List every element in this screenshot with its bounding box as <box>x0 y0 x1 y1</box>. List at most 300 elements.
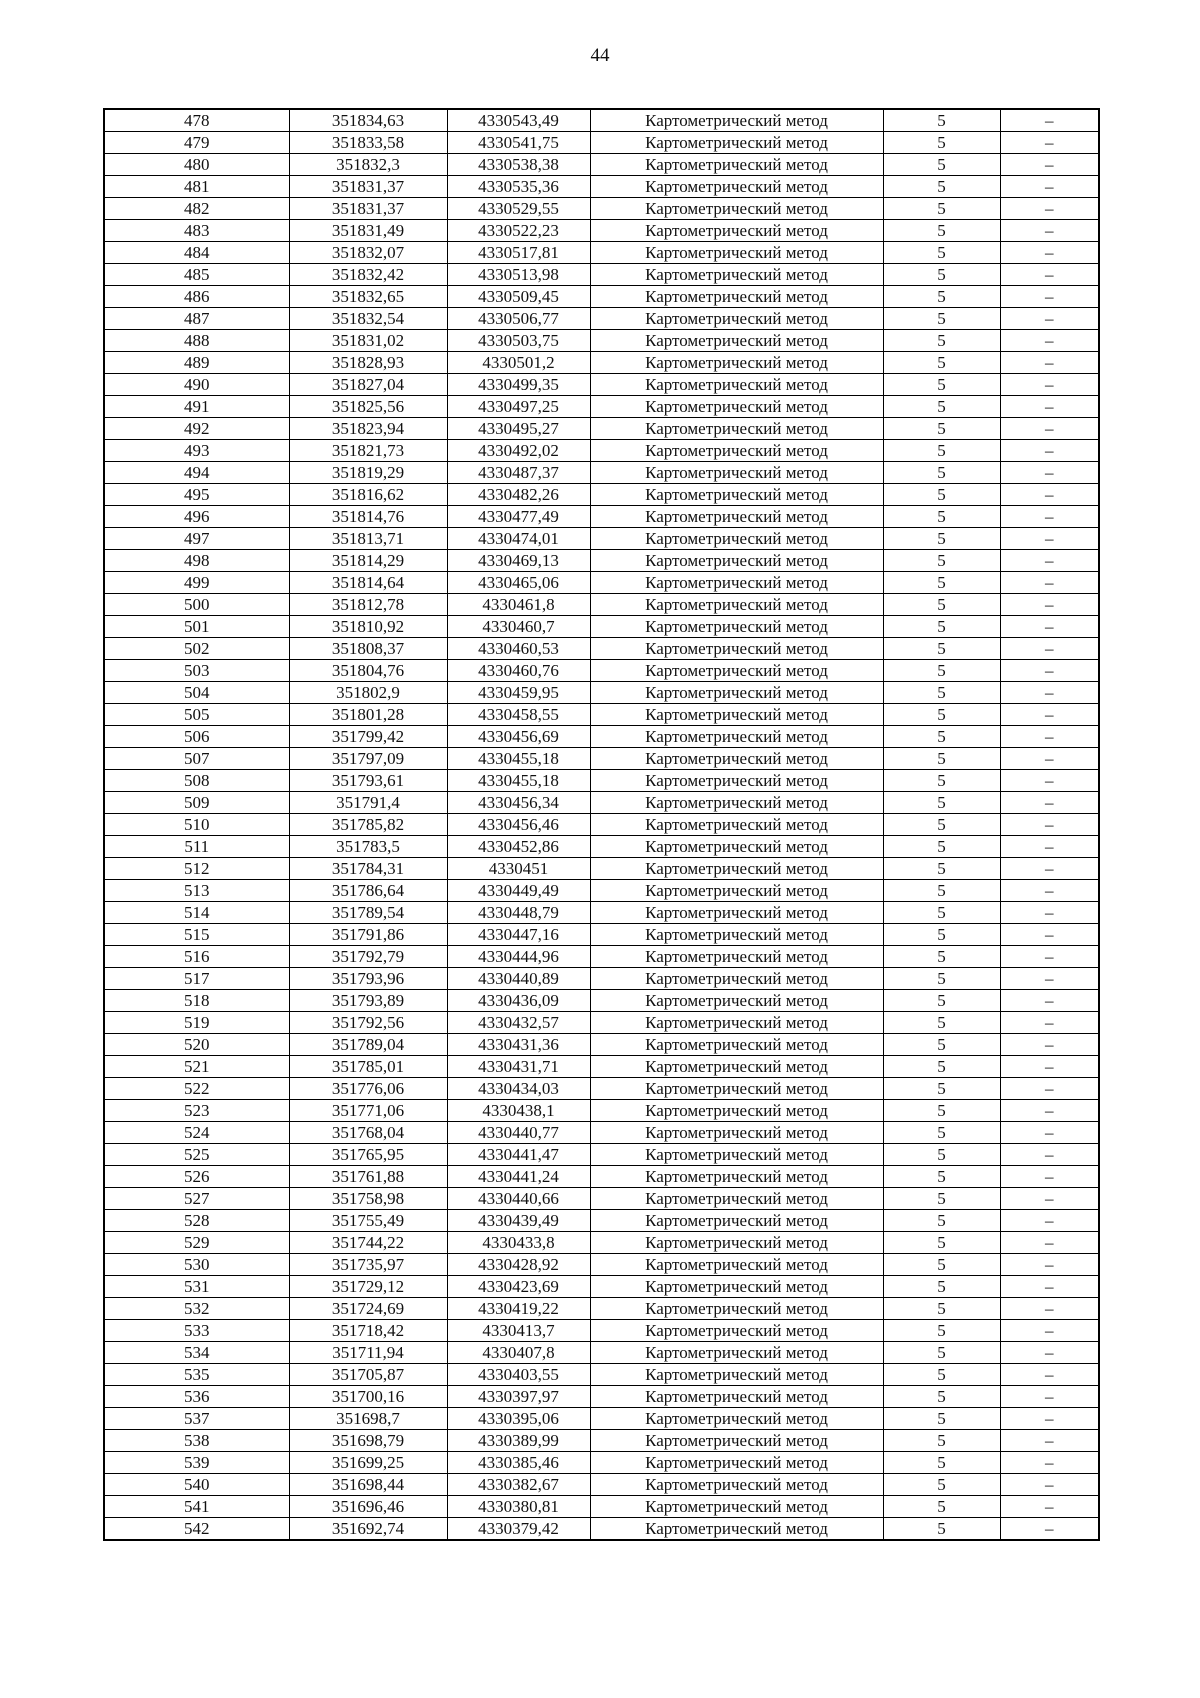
point-number-cell: 539 <box>104 1452 289 1474</box>
table-row <box>104 902 1099 924</box>
table-row <box>104 220 1099 242</box>
method-cell: Картометрический метод <box>590 308 883 330</box>
y-coordinate-cell: 4330436,09 <box>447 990 590 1012</box>
note-cell: – <box>1000 1320 1099 1342</box>
note-cell: – <box>1000 1100 1099 1122</box>
note-cell: – <box>1000 550 1099 572</box>
x-coordinate-cell: 351696,46 <box>289 1496 447 1518</box>
point-number-cell: 538 <box>104 1430 289 1452</box>
x-coordinate-cell: 351724,69 <box>289 1298 447 1320</box>
precision-cell: 5 <box>883 902 1000 924</box>
table-row <box>104 1034 1099 1056</box>
method-cell: Картометрический метод <box>590 1188 883 1210</box>
table-row <box>104 1210 1099 1232</box>
x-coordinate-cell: 351718,42 <box>289 1320 447 1342</box>
precision-cell: 5 <box>883 1430 1000 1452</box>
table-row <box>104 418 1099 440</box>
method-cell: Картометрический метод <box>590 1210 883 1232</box>
method-cell: Картометрический метод <box>590 109 883 132</box>
point-number-cell: 515 <box>104 924 289 946</box>
table-row <box>104 572 1099 594</box>
x-coordinate-cell: 351797,09 <box>289 748 447 770</box>
x-coordinate-cell: 351814,29 <box>289 550 447 572</box>
point-number-cell: 527 <box>104 1188 289 1210</box>
x-coordinate-cell: 351785,01 <box>289 1056 447 1078</box>
method-cell: Картометрический метод <box>590 154 883 176</box>
method-cell: Картометрический метод <box>590 1518 883 1541</box>
y-coordinate-cell: 4330456,69 <box>447 726 590 748</box>
y-coordinate-cell: 4330440,89 <box>447 968 590 990</box>
y-coordinate-cell: 4330428,92 <box>447 1254 590 1276</box>
precision-cell: 5 <box>883 814 1000 836</box>
method-cell: Картометрический метод <box>590 1012 883 1034</box>
x-coordinate-cell: 351789,54 <box>289 902 447 924</box>
table-row <box>104 770 1099 792</box>
method-cell: Картометрический метод <box>590 440 883 462</box>
x-coordinate-cell: 351789,04 <box>289 1034 447 1056</box>
precision-cell: 5 <box>883 1408 1000 1430</box>
point-number-cell: 524 <box>104 1122 289 1144</box>
x-coordinate-cell: 351808,37 <box>289 638 447 660</box>
table-row <box>104 1166 1099 1188</box>
method-cell: Картометрический метод <box>590 660 883 682</box>
point-number-cell: 533 <box>104 1320 289 1342</box>
x-coordinate-cell: 351699,25 <box>289 1452 447 1474</box>
x-coordinate-cell: 351786,64 <box>289 880 447 902</box>
table-row <box>104 440 1099 462</box>
precision-cell: 5 <box>883 220 1000 242</box>
note-cell: – <box>1000 506 1099 528</box>
point-number-cell: 510 <box>104 814 289 836</box>
table-row <box>104 1232 1099 1254</box>
y-coordinate-cell: 4330407,8 <box>447 1342 590 1364</box>
x-coordinate-cell: 351792,79 <box>289 946 447 968</box>
table-row <box>104 1298 1099 1320</box>
y-coordinate-cell: 4330469,13 <box>447 550 590 572</box>
point-number-cell: 489 <box>104 352 289 374</box>
x-coordinate-cell: 351705,87 <box>289 1364 447 1386</box>
y-coordinate-cell: 4330441,47 <box>447 1144 590 1166</box>
point-number-cell: 493 <box>104 440 289 462</box>
point-number-cell: 526 <box>104 1166 289 1188</box>
x-coordinate-cell: 351823,94 <box>289 418 447 440</box>
note-cell: – <box>1000 264 1099 286</box>
method-cell: Картометрический метод <box>590 792 883 814</box>
note-cell: – <box>1000 1496 1099 1518</box>
table-row <box>104 1364 1099 1386</box>
precision-cell: 5 <box>883 1452 1000 1474</box>
y-coordinate-cell: 4330513,98 <box>447 264 590 286</box>
method-cell: Картометрический метод <box>590 594 883 616</box>
x-coordinate-cell: 351785,82 <box>289 814 447 836</box>
point-number-cell: 481 <box>104 176 289 198</box>
x-coordinate-cell: 351801,28 <box>289 704 447 726</box>
method-cell: Картометрический метод <box>590 1144 883 1166</box>
note-cell: – <box>1000 308 1099 330</box>
x-coordinate-cell: 351804,76 <box>289 660 447 682</box>
point-number-cell: 488 <box>104 330 289 352</box>
method-cell: Картометрический метод <box>590 990 883 1012</box>
note-cell: – <box>1000 660 1099 682</box>
y-coordinate-cell: 4330440,66 <box>447 1188 590 1210</box>
precision-cell: 5 <box>883 1474 1000 1496</box>
point-number-cell: 491 <box>104 396 289 418</box>
table-row <box>104 1496 1099 1518</box>
y-coordinate-cell: 4330529,55 <box>447 198 590 220</box>
point-number-cell: 531 <box>104 1276 289 1298</box>
point-number-cell: 520 <box>104 1034 289 1056</box>
precision-cell: 5 <box>883 1012 1000 1034</box>
note-cell: – <box>1000 330 1099 352</box>
table-row <box>104 1320 1099 1342</box>
method-cell: Картометрический метод <box>590 1386 883 1408</box>
table-row <box>104 1056 1099 1078</box>
note-cell: – <box>1000 352 1099 374</box>
y-coordinate-cell: 4330492,02 <box>447 440 590 462</box>
table-row <box>104 968 1099 990</box>
x-coordinate-cell: 351833,58 <box>289 132 447 154</box>
point-number-cell: 542 <box>104 1518 289 1541</box>
precision-cell: 5 <box>883 462 1000 484</box>
note-cell: – <box>1000 176 1099 198</box>
x-coordinate-cell: 351761,88 <box>289 1166 447 1188</box>
table-row <box>104 1122 1099 1144</box>
note-cell: – <box>1000 286 1099 308</box>
x-coordinate-cell: 351827,04 <box>289 374 447 396</box>
point-number-cell: 535 <box>104 1364 289 1386</box>
y-coordinate-cell: 4330423,69 <box>447 1276 590 1298</box>
precision-cell: 5 <box>883 1034 1000 1056</box>
method-cell: Картометрический метод <box>590 836 883 858</box>
note-cell: – <box>1000 1254 1099 1276</box>
x-coordinate-cell: 351784,31 <box>289 858 447 880</box>
point-number-cell: 497 <box>104 528 289 550</box>
x-coordinate-cell: 351819,29 <box>289 462 447 484</box>
note-cell: – <box>1000 1188 1099 1210</box>
note-cell: – <box>1000 1452 1099 1474</box>
precision-cell: 5 <box>883 1232 1000 1254</box>
x-coordinate-cell: 351810,92 <box>289 616 447 638</box>
precision-cell: 5 <box>883 1122 1000 1144</box>
x-coordinate-cell: 351792,56 <box>289 1012 447 1034</box>
point-number-cell: 495 <box>104 484 289 506</box>
point-number-cell: 482 <box>104 198 289 220</box>
table-row <box>104 330 1099 352</box>
x-coordinate-cell: 351758,98 <box>289 1188 447 1210</box>
x-coordinate-cell: 351814,76 <box>289 506 447 528</box>
point-number-cell: 528 <box>104 1210 289 1232</box>
point-number-cell: 541 <box>104 1496 289 1518</box>
method-cell: Картометрический метод <box>590 418 883 440</box>
table-row <box>104 638 1099 660</box>
table-row <box>104 704 1099 726</box>
method-cell: Картометрический метод <box>590 176 883 198</box>
precision-cell: 5 <box>883 726 1000 748</box>
y-coordinate-cell: 4330395,06 <box>447 1408 590 1430</box>
table-row <box>104 242 1099 264</box>
table-row <box>104 1408 1099 1430</box>
precision-cell: 5 <box>883 836 1000 858</box>
method-cell: Картометрический метод <box>590 748 883 770</box>
y-coordinate-cell: 4330434,03 <box>447 1078 590 1100</box>
precision-cell: 5 <box>883 1056 1000 1078</box>
table-row <box>104 1012 1099 1034</box>
y-coordinate-cell: 4330403,55 <box>447 1364 590 1386</box>
precision-cell: 5 <box>883 440 1000 462</box>
y-coordinate-cell: 4330495,27 <box>447 418 590 440</box>
precision-cell: 5 <box>883 1254 1000 1276</box>
point-number-cell: 517 <box>104 968 289 990</box>
y-coordinate-cell: 4330439,49 <box>447 1210 590 1232</box>
precision-cell: 5 <box>883 308 1000 330</box>
x-coordinate-cell: 351831,37 <box>289 176 447 198</box>
precision-cell: 5 <box>883 1276 1000 1298</box>
method-cell: Картометрический метод <box>590 1430 883 1452</box>
y-coordinate-cell: 4330538,38 <box>447 154 590 176</box>
y-coordinate-cell: 4330460,53 <box>447 638 590 660</box>
x-coordinate-cell: 351791,4 <box>289 792 447 814</box>
y-coordinate-cell: 4330456,34 <box>447 792 590 814</box>
note-cell: – <box>1000 374 1099 396</box>
point-number-cell: 509 <box>104 792 289 814</box>
note-cell: – <box>1000 528 1099 550</box>
table-row <box>104 814 1099 836</box>
table-row <box>104 1078 1099 1100</box>
y-coordinate-cell: 4330448,79 <box>447 902 590 924</box>
precision-cell: 5 <box>883 594 1000 616</box>
y-coordinate-cell: 4330380,81 <box>447 1496 590 1518</box>
y-coordinate-cell: 4330431,36 <box>447 1034 590 1056</box>
method-cell: Картометрический метод <box>590 1166 883 1188</box>
note-cell: – <box>1000 946 1099 968</box>
x-coordinate-cell: 351825,56 <box>289 396 447 418</box>
method-cell: Картометрический метод <box>590 1078 883 1100</box>
precision-cell: 5 <box>883 1144 1000 1166</box>
point-number-cell: 518 <box>104 990 289 1012</box>
point-number-cell: 492 <box>104 418 289 440</box>
note-cell: – <box>1000 682 1099 704</box>
y-coordinate-cell: 4330474,01 <box>447 528 590 550</box>
precision-cell: 5 <box>883 352 1000 374</box>
note-cell: – <box>1000 770 1099 792</box>
x-coordinate-cell: 351832,07 <box>289 242 447 264</box>
x-coordinate-cell: 351776,06 <box>289 1078 447 1100</box>
table-row <box>104 374 1099 396</box>
y-coordinate-cell: 4330444,96 <box>447 946 590 968</box>
point-number-cell: 530 <box>104 1254 289 1276</box>
note-cell: – <box>1000 1298 1099 1320</box>
note-cell: – <box>1000 726 1099 748</box>
precision-cell: 5 <box>883 880 1000 902</box>
y-coordinate-cell: 4330419,22 <box>447 1298 590 1320</box>
point-number-cell: 480 <box>104 154 289 176</box>
method-cell: Картометрический метод <box>590 462 883 484</box>
method-cell: Картометрический метод <box>590 858 883 880</box>
precision-cell: 5 <box>883 396 1000 418</box>
table-row <box>104 594 1099 616</box>
method-cell: Картометрический метод <box>590 1034 883 1056</box>
note-cell: – <box>1000 858 1099 880</box>
y-coordinate-cell: 4330389,99 <box>447 1430 590 1452</box>
table-row <box>104 154 1099 176</box>
note-cell: – <box>1000 1232 1099 1254</box>
method-cell: Картометрический метод <box>590 484 883 506</box>
x-coordinate-cell: 351765,95 <box>289 1144 447 1166</box>
table-row <box>104 858 1099 880</box>
page-number: 44 <box>590 45 610 66</box>
y-coordinate-cell: 4330438,1 <box>447 1100 590 1122</box>
note-cell: – <box>1000 1518 1099 1541</box>
point-number-cell: 534 <box>104 1342 289 1364</box>
method-cell: Картометрический метод <box>590 396 883 418</box>
method-cell: Картометрический метод <box>590 770 883 792</box>
precision-cell: 5 <box>883 109 1000 132</box>
method-cell: Картометрический метод <box>590 374 883 396</box>
y-coordinate-cell: 4330379,42 <box>447 1518 590 1541</box>
y-coordinate-cell: 4330535,36 <box>447 176 590 198</box>
x-coordinate-cell: 351832,3 <box>289 154 447 176</box>
table-row <box>104 726 1099 748</box>
table-row <box>104 286 1099 308</box>
x-coordinate-cell: 351793,61 <box>289 770 447 792</box>
table-row <box>104 1430 1099 1452</box>
method-cell: Картометрический метод <box>590 924 883 946</box>
table-row <box>104 924 1099 946</box>
table-row <box>104 792 1099 814</box>
method-cell: Картометрический метод <box>590 242 883 264</box>
y-coordinate-cell: 4330499,35 <box>447 374 590 396</box>
method-cell: Картометрический метод <box>590 1320 883 1342</box>
precision-cell: 5 <box>883 198 1000 220</box>
note-cell: – <box>1000 198 1099 220</box>
precision-cell: 5 <box>883 1100 1000 1122</box>
y-coordinate-cell: 4330458,55 <box>447 704 590 726</box>
point-number-cell: 521 <box>104 1056 289 1078</box>
table-row <box>104 396 1099 418</box>
note-cell: – <box>1000 1386 1099 1408</box>
table-row <box>104 264 1099 286</box>
table-row <box>104 109 1099 132</box>
table-row <box>104 1518 1099 1541</box>
precision-cell: 5 <box>883 572 1000 594</box>
x-coordinate-cell: 351698,7 <box>289 1408 447 1430</box>
precision-cell: 5 <box>883 1342 1000 1364</box>
note-cell: – <box>1000 462 1099 484</box>
point-number-cell: 483 <box>104 220 289 242</box>
note-cell: – <box>1000 1056 1099 1078</box>
note-cell: – <box>1000 1012 1099 1034</box>
y-coordinate-cell: 4330385,46 <box>447 1452 590 1474</box>
precision-cell: 5 <box>883 682 1000 704</box>
note-cell: – <box>1000 924 1099 946</box>
y-coordinate-cell: 4330543,49 <box>447 109 590 132</box>
point-number-cell: 505 <box>104 704 289 726</box>
precision-cell: 5 <box>883 748 1000 770</box>
precision-cell: 5 <box>883 858 1000 880</box>
note-cell: – <box>1000 396 1099 418</box>
x-coordinate-cell: 351831,49 <box>289 220 447 242</box>
method-cell: Картометрический метод <box>590 264 883 286</box>
precision-cell: 5 <box>883 132 1000 154</box>
point-number-cell: 513 <box>104 880 289 902</box>
point-number-cell: 485 <box>104 264 289 286</box>
method-cell: Картометрический метод <box>590 1056 883 1078</box>
y-coordinate-cell: 4330497,25 <box>447 396 590 418</box>
x-coordinate-cell: 351698,44 <box>289 1474 447 1496</box>
precision-cell: 5 <box>883 264 1000 286</box>
table-row <box>104 1100 1099 1122</box>
y-coordinate-cell: 4330541,75 <box>447 132 590 154</box>
x-coordinate-cell: 351814,64 <box>289 572 447 594</box>
y-coordinate-cell: 4330451 <box>447 858 590 880</box>
note-cell: – <box>1000 814 1099 836</box>
x-coordinate-cell: 351831,02 <box>289 330 447 352</box>
point-number-cell: 506 <box>104 726 289 748</box>
y-coordinate-cell: 4330455,18 <box>447 748 590 770</box>
method-cell: Картометрический метод <box>590 550 883 572</box>
method-cell: Картометрический метод <box>590 616 883 638</box>
table-row <box>104 176 1099 198</box>
table-row <box>104 132 1099 154</box>
y-coordinate-cell: 4330477,49 <box>447 506 590 528</box>
table-row <box>104 1452 1099 1474</box>
y-coordinate-cell: 4330413,7 <box>447 1320 590 1342</box>
y-coordinate-cell: 4330465,06 <box>447 572 590 594</box>
y-coordinate-cell: 4330456,46 <box>447 814 590 836</box>
point-number-cell: 486 <box>104 286 289 308</box>
point-number-cell: 484 <box>104 242 289 264</box>
table-row <box>104 462 1099 484</box>
y-coordinate-cell: 4330397,97 <box>447 1386 590 1408</box>
note-cell: – <box>1000 220 1099 242</box>
point-number-cell: 490 <box>104 374 289 396</box>
precision-cell: 5 <box>883 1078 1000 1100</box>
method-cell: Картометрический метод <box>590 902 883 924</box>
precision-cell: 5 <box>883 770 1000 792</box>
note-cell: – <box>1000 704 1099 726</box>
precision-cell: 5 <box>883 418 1000 440</box>
method-cell: Картометрический метод <box>590 1122 883 1144</box>
method-cell: Картометрический метод <box>590 1232 883 1254</box>
y-coordinate-cell: 4330522,23 <box>447 220 590 242</box>
method-cell: Картометрический метод <box>590 198 883 220</box>
precision-cell: 5 <box>883 1166 1000 1188</box>
point-number-cell: 478 <box>104 109 289 132</box>
note-cell: – <box>1000 792 1099 814</box>
precision-cell: 5 <box>883 286 1000 308</box>
x-coordinate-cell: 351744,22 <box>289 1232 447 1254</box>
coordinates-table-body <box>104 109 1099 1540</box>
table-row <box>104 836 1099 858</box>
precision-cell: 5 <box>883 946 1000 968</box>
table-row <box>104 1386 1099 1408</box>
point-number-cell: 504 <box>104 682 289 704</box>
x-coordinate-cell: 351799,42 <box>289 726 447 748</box>
x-coordinate-cell: 351735,97 <box>289 1254 447 1276</box>
note-cell: – <box>1000 1122 1099 1144</box>
point-number-cell: 499 <box>104 572 289 594</box>
table-row <box>104 1254 1099 1276</box>
method-cell: Картометрический метод <box>590 1298 883 1320</box>
precision-cell: 5 <box>883 1364 1000 1386</box>
x-coordinate-cell: 351729,12 <box>289 1276 447 1298</box>
note-cell: – <box>1000 1210 1099 1232</box>
point-number-cell: 512 <box>104 858 289 880</box>
method-cell: Картометрический метод <box>590 682 883 704</box>
point-number-cell: 540 <box>104 1474 289 1496</box>
note-cell: – <box>1000 1144 1099 1166</box>
precision-cell: 5 <box>883 1188 1000 1210</box>
